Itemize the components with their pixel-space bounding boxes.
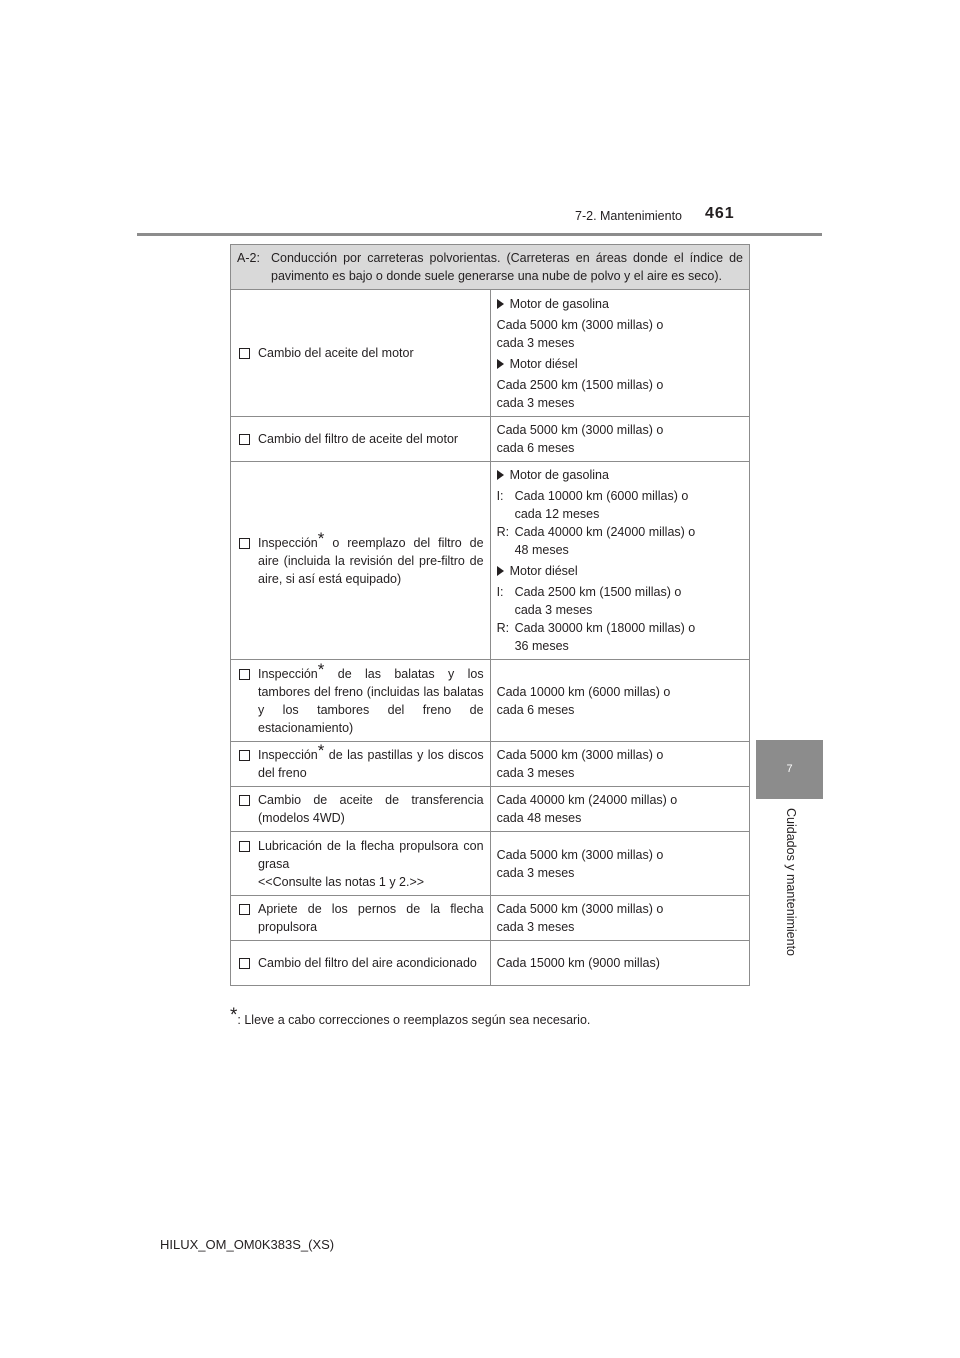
interval-text: cada 6 meses xyxy=(496,441,575,455)
item-label: Inspección* de las balatas y los tambores del freno (incluidas las balatas y los tambores del freno de estacionamiento) xyxy=(258,659,484,735)
interval-cell xyxy=(490,462,749,660)
checkbox-icon xyxy=(239,958,250,969)
model-code: HILUX_OM_OM0K383S_(XS) xyxy=(160,1237,335,1252)
item-label: Inspección* o reemplazo del filtro de aire (incluida la revisión del pre-filtro de aire, si así está equipado) xyxy=(258,528,484,586)
interval-key: R: xyxy=(496,621,510,635)
interval-text: Cada 5000 km (3000 millas) o xyxy=(496,317,664,332)
item-cell xyxy=(231,660,491,742)
interval-cell xyxy=(490,660,749,742)
item-label: Cambio del filtro de aceite del motor xyxy=(258,432,459,446)
interval-cell xyxy=(490,787,749,832)
interval-text: cada 48 meses xyxy=(496,811,582,825)
item-label: Lubricación de la flecha propulsora con grasa <<Consulte las notas 1 y 2.>> xyxy=(258,838,484,889)
triangle-bullet-icon xyxy=(497,470,504,480)
table-row xyxy=(231,896,750,941)
section-title: 7-2. Mantenimiento xyxy=(575,209,683,223)
item-label: Cambio del filtro del aire acondicionado xyxy=(258,956,477,970)
page-number: 461 xyxy=(705,205,735,222)
interval-key: R: xyxy=(496,525,510,539)
interval-text: Cada 5000 km (3000 millas) o xyxy=(496,423,664,437)
interval-text: cada 12 meses xyxy=(514,507,600,521)
interval-key: I: xyxy=(496,489,504,503)
interval-text: Cada 10000 km (6000 millas) o xyxy=(514,489,689,503)
table-row xyxy=(231,941,750,986)
asterisk-mark: * xyxy=(317,528,325,548)
checkbox-icon xyxy=(239,841,250,852)
header-divider xyxy=(137,233,822,236)
interval-cell xyxy=(490,896,749,941)
engine-label: Motor de gasolina xyxy=(509,296,609,311)
item-label: Cambio de aceite de transferencia (modelos 4WD) xyxy=(258,793,484,825)
item-label: Inspección* de las pastillas y los discos del freno xyxy=(258,741,484,780)
interval-text: cada 3 meses xyxy=(496,920,575,934)
triangle-bullet-icon xyxy=(497,359,504,369)
checkbox-icon xyxy=(239,538,250,549)
interval-text: Cada 15000 km (9000 millas) xyxy=(496,956,660,970)
checkbox-icon xyxy=(239,348,250,359)
item-cell xyxy=(231,742,491,787)
table-row xyxy=(231,462,750,660)
interval-cell xyxy=(490,290,749,417)
table-row xyxy=(231,787,750,832)
interval-text: Cada 2500 km (1500 millas) o xyxy=(514,585,682,599)
interval-text: cada 3 meses xyxy=(496,766,575,780)
footnote xyxy=(230,1005,591,1027)
table-row xyxy=(231,832,750,896)
interval-cell xyxy=(490,742,749,787)
triangle-bullet-icon xyxy=(497,566,504,576)
item-label: Cambio del aceite del motor xyxy=(258,346,414,360)
engine-label: Motor diésel xyxy=(509,564,578,578)
interval-cell xyxy=(490,832,749,896)
item-cell xyxy=(231,941,491,986)
interval-text: Cada 5000 km (3000 millas) o xyxy=(496,847,664,862)
interval-cell xyxy=(490,417,749,462)
interval-text: Cada 30000 km (18000 millas) o xyxy=(514,621,696,635)
interval-text: Cada 5000 km (3000 millas) o xyxy=(496,902,664,916)
checkbox-icon xyxy=(239,669,250,680)
asterisk-mark: * xyxy=(230,1005,238,1026)
interval-text: 48 meses xyxy=(514,543,569,557)
checkbox-icon xyxy=(239,750,250,761)
table-row xyxy=(231,742,750,787)
interval-text: 36 meses xyxy=(514,639,569,653)
table-heading xyxy=(231,245,750,290)
item-cell xyxy=(231,462,491,660)
asterisk-mark: * xyxy=(317,659,325,679)
chapter-tab xyxy=(756,740,823,799)
interval-text: cada 6 meses xyxy=(496,702,575,717)
triangle-bullet-icon xyxy=(497,299,504,309)
item-label: Apriete de los pernos de la flecha propulsora xyxy=(258,902,484,934)
item-cell xyxy=(231,290,491,417)
item-cell xyxy=(231,832,491,896)
item-cell xyxy=(231,417,491,462)
checkbox-icon xyxy=(239,434,250,445)
table-row xyxy=(231,290,750,417)
interval-text: Cada 5000 km (3000 millas) o xyxy=(496,748,664,762)
chapter-title: Cuidados y mantenimiento xyxy=(784,808,798,956)
item-cell xyxy=(231,896,491,941)
interval-cell xyxy=(490,941,749,986)
chapter-number: 7 xyxy=(786,763,793,775)
interval-text: cada 3 meses xyxy=(496,395,575,410)
interval-text: Cada 10000 km (6000 millas) o xyxy=(496,684,671,699)
checkbox-icon xyxy=(239,795,250,806)
interval-text: Cada 40000 km (24000 millas) o xyxy=(514,525,696,539)
interval-text: cada 3 meses xyxy=(496,335,575,350)
note-reference: <<Consulte las notas 1 y 2.>> xyxy=(258,874,425,889)
heading-text: Conducción por carreteras polvorientas. (Carreteras en áreas donde el índice de pavimento es bajo o donde suele generarse una nube de polvo y el aire es seco). xyxy=(271,251,743,283)
interval-key: I: xyxy=(496,585,504,599)
asterisk-mark: * xyxy=(317,741,325,760)
maintenance-table xyxy=(230,244,750,986)
interval-text: cada 3 meses xyxy=(496,865,575,880)
interval-text: cada 3 meses xyxy=(514,603,593,617)
table-heading-row xyxy=(231,245,750,290)
heading-code: A-2: xyxy=(237,251,260,265)
item-cell xyxy=(231,787,491,832)
interval-text: Cada 2500 km (1500 millas) o xyxy=(496,377,664,392)
interval-text: Cada 40000 km (24000 millas) o xyxy=(496,793,678,807)
footnote-text: : Lleve a cabo correcciones o reemplazos según sea necesario. xyxy=(237,1013,591,1027)
checkbox-icon xyxy=(239,904,250,915)
table-row xyxy=(231,417,750,462)
table-row xyxy=(231,660,750,742)
engine-label: Motor de gasolina xyxy=(509,468,609,482)
engine-label: Motor diésel xyxy=(509,356,578,371)
